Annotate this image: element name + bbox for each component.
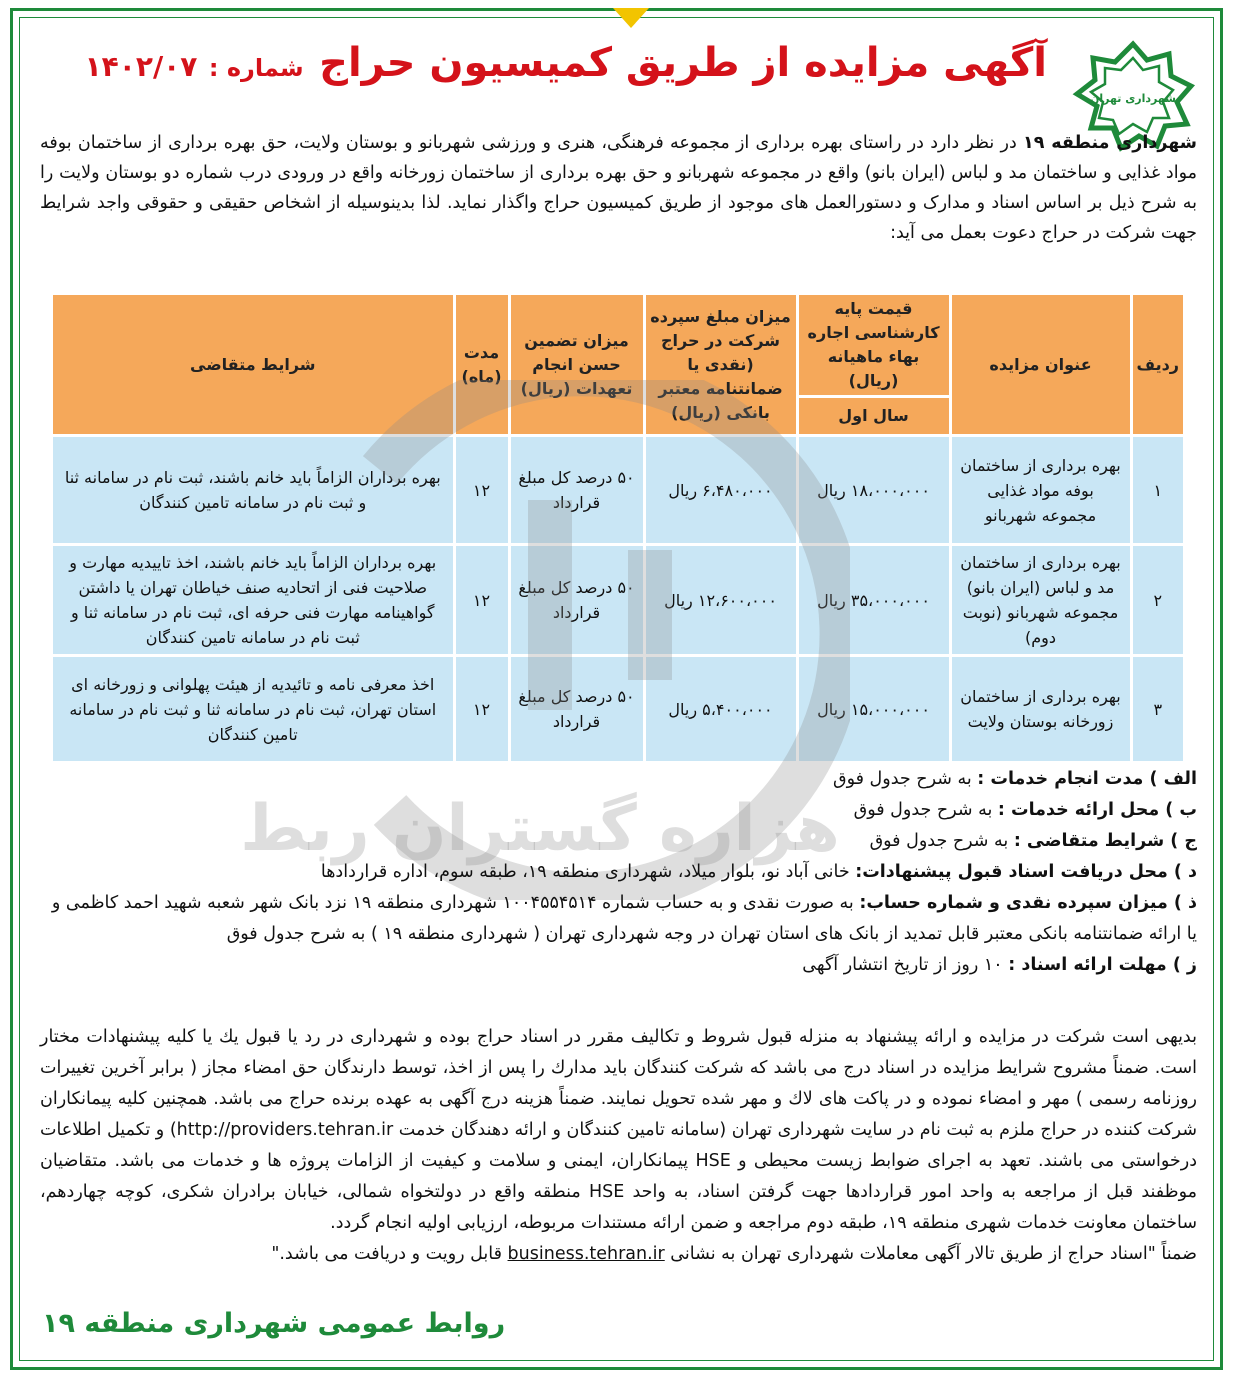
row-guarantee: ۵۰ درصد کل مبلغ قرارداد: [511, 546, 643, 654]
header-first-year: سال اول: [799, 398, 949, 434]
header-deposit: میزان مبلغ سپرده شرکت در حراج (نقدی یا ضمانتنامه معتبر بانکی (ریال): [646, 295, 796, 434]
clause-value: به شرح جدول فوق: [869, 831, 1014, 851]
clause-label: الف ) مدت انجام خدمات :: [977, 769, 1197, 789]
row-title: بهره برداری از ساختمان مد و لباس (ایران بانو) مجموعه شهربانو (نوبت دوم): [952, 546, 1130, 654]
row-conditions: بهره برداران الزاماً باید خانم باشند، ثبت نام در سامانه ثنا و ثبت نام در سامانه تامین کنندگان: [53, 437, 453, 543]
watermark-text: هزاره گستران ربط: [240, 792, 840, 866]
clause-label: ز ) مهلت ارائه اسناد :: [1008, 955, 1197, 975]
row-duration: ۱۲: [456, 657, 508, 761]
ad-number: ۱۴۰۲/۰۷: [84, 50, 198, 83]
ad-title-main: آگهی مزایده از طریق کمیسیون حراج: [319, 40, 1047, 86]
auction-table: [50, 292, 1186, 764]
table-row: [53, 546, 1183, 654]
row-conditions: اخذ معرفی نامه و تائیدیه از هیئت پهلوانی و زورخانه ای استان تهران، ثبت نام در سامانه ثنا و ثبت نام در سامانه تامین کنندگان: [53, 657, 453, 761]
header-row-no: ردیف: [1133, 295, 1183, 434]
table-row: [53, 437, 1183, 543]
row-duration: ۱۲: [456, 437, 508, 543]
header-guarantee: میزان تضمین حسن انجام تعهدات (ریال): [511, 295, 643, 434]
terms-paragraph: [40, 1022, 1197, 1270]
row-no: ۲: [1133, 546, 1183, 654]
clause-item: [40, 826, 1197, 857]
row-conditions: بهره برداران الزاماً باید خانم باشند، اخذ تاییدیه مهارت و صلاحیت فنی از اتحادیه صنف خیاطان تهران یا داشتن گواهینامه مهارت فنی حرفه ای، ثبت نام در سامانه ثنا و ثبت نام در سامانه تامین کنندگان: [53, 546, 453, 654]
clause-value: به شرح جدول فوق: [853, 800, 998, 820]
header-duration: مدت (ماه): [456, 295, 508, 434]
clause-item: [40, 950, 1197, 981]
clause-item: [40, 764, 1197, 795]
top-notch: [613, 8, 649, 28]
row-deposit: ۶،۴۸۰،۰۰۰ ریال: [646, 437, 796, 543]
row-price: ۳۵،۰۰۰،۰۰۰ ریال: [799, 546, 949, 654]
business-link[interactable]: business.tehran.ir: [507, 1244, 665, 1264]
row-duration: ۱۲: [456, 546, 508, 654]
row-price: ۱۸،۰۰۰،۰۰۰ ریال: [799, 437, 949, 543]
ad-number-label: شماره :: [208, 54, 304, 82]
header-conditions: شرایط متقاضی: [53, 295, 453, 434]
terms-text: بدیهی است شرکت در مزایده و ارائه پیشنهاد به منزله قبول شروط و تکالیف مقرر در اسناد حراج بوده و شهرداری در رد یا قبول یك یا کلیه پیشنهادات مختار است. ضمناً مشروح شرایط مزایده در اسناد درج می باشد که شرکت کنندگان باید مدارك را پس از اخذ، توسط دارندگان حق امضاء مجاز ( برابر آخرین تغییرات روزنامه رسمی ) مهر و امضاء نموده و در پاکت های لاك و مهر شده تحویل نمایند. ضمناً هزینه درج آگهی به عهده برنده حراج می باشد. همچنین کلیه پیمانکاران شرکت کننده در حراج ملزم به ثبت نام در سایت شهرداری تهران (سامانه تامین کنندگان و ارائه دهندگان خدمت http://providers.tehran.ir) و تکمیل اطلاعات درخواستی می باشند. تعهد به اجرای ضوابط زیست محیطی و HSE پیمانکاران، ایمنی و سلامت و کیفیت از الزامات پروژه ها و خدمات می باشد. متقاضیان موظفند قبل از مراجعه به واحد امور قراردادها جهت گرفتن اسناد، به واحد HSE منطقه واقع در دولتخواه شمالی، خیابان برادران شکری، کوچه چهاردهم، ساختمان معاونت خدمات شهری منطقه ۱۹، طبقه دوم مراجعه و ضمن ارائه مستندات مربوطه، ارزیابی اولیه انجام گردد.: [40, 1027, 1198, 1233]
public-relations-signature: روابط عمومی شهرداری منطقه ۱۹: [42, 1308, 506, 1339]
clauses-list: [40, 764, 1197, 981]
intro-paragraph: [40, 128, 1197, 248]
row-deposit: ۵،۴۰۰،۰۰۰ ریال: [646, 657, 796, 761]
clause-value: به شرح جدول فوق: [833, 769, 978, 789]
final-note-before: ضمناً "اسناد حراج از طریق تالار آگهی معاملات شهرداری تهران به نشانی: [664, 1244, 1197, 1264]
clause-value: ۱۰ روز از تاریخ انتشار آگهی: [802, 955, 1009, 975]
row-guarantee: ۵۰ درصد کل مبلغ قرارداد: [511, 657, 643, 761]
clause-value: خانی آباد نو، بلوار میلاد، شهرداری منطقه ۱۹، طبقه سوم، اداره قراردادها: [320, 862, 856, 882]
intro-text: در نظر دارد در راستای بهره برداری از مجموعه فرهنگی، هنری و ورزشی شهربانو و بوستان ولایت، حق بهره برداری از ساختمان بوفه مواد غذایی و ساختمان مد و لباس (ایران بانو) واقع در مجموعه شهربانو و حق بهره برداری از ساختمان زورخانه واقع در ورودی درب شماره دو بوستان ولایت را به شرح ذیل بر اساس اسناد و مدارک و دستورالعمل های موجود از طریق کمیسیون حراج واگذار نماید. لذا بدینوسیله از اشخاص حقیقی و حقوقی واجد شرایط جهت شرکت در حراج دعوت بعمل می آید:: [40, 133, 1197, 243]
row-no: ۳: [1133, 657, 1183, 761]
clause-item: [40, 888, 1197, 950]
table-row: [53, 657, 1183, 761]
row-price: ۱۵،۰۰۰،۰۰۰ ریال: [799, 657, 949, 761]
ad-title: [85, 40, 1047, 86]
row-guarantee: ۵۰ درصد کل مبلغ قرارداد: [511, 437, 643, 543]
clause-label: د ) محل دریافت اسناد قبول پیشنهادات:: [855, 862, 1197, 882]
row-deposit: ۱۲،۶۰۰،۰۰۰ ریال: [646, 546, 796, 654]
clause-label: ب ) محل ارائه خدمات :: [997, 800, 1197, 820]
intro-lead: شهرداری منطقه ۱۹: [1023, 133, 1197, 153]
row-title: بهره برداری از ساختمان زورخانه بوستان ولایت: [952, 657, 1130, 761]
row-no: ۱: [1133, 437, 1183, 543]
clause-item: [40, 857, 1197, 888]
clause-item: [40, 795, 1197, 826]
clause-label: ج ) شرایط متقاضی :: [1013, 831, 1197, 851]
row-title: بهره برداری از ساختمان بوفه مواد غذایی مجموعه شهربانو: [952, 437, 1130, 543]
header-title: عنوان مزایده: [952, 295, 1130, 434]
clause-label: ذ ) میزان سپرده نقدی و شماره حساب:: [859, 893, 1197, 913]
header-base-price: قیمت پایه کارشناسی اجاره بهاء ماهیانه (ریال): [799, 295, 949, 395]
final-note-after: قابل رویت و دریافت می باشد.": [271, 1244, 508, 1264]
logo-text: شهرداری تهران: [1090, 92, 1176, 105]
clause-value: به صورت نقدی و به حساب شماره ۱۰۰۴۵۵۴۵۱۴ شهرداری منطقه ۱۹ نزد بانک شهر شعبه شهید احمد کاظمی و یا ارائه ضمانتنامه بانکی معتبر قابل تمدید از بانک های استان تهران در وجه شهرداری تهران ( شهرداری منطقه ۱۹ ) به شرح جدول فوق: [51, 893, 1197, 944]
